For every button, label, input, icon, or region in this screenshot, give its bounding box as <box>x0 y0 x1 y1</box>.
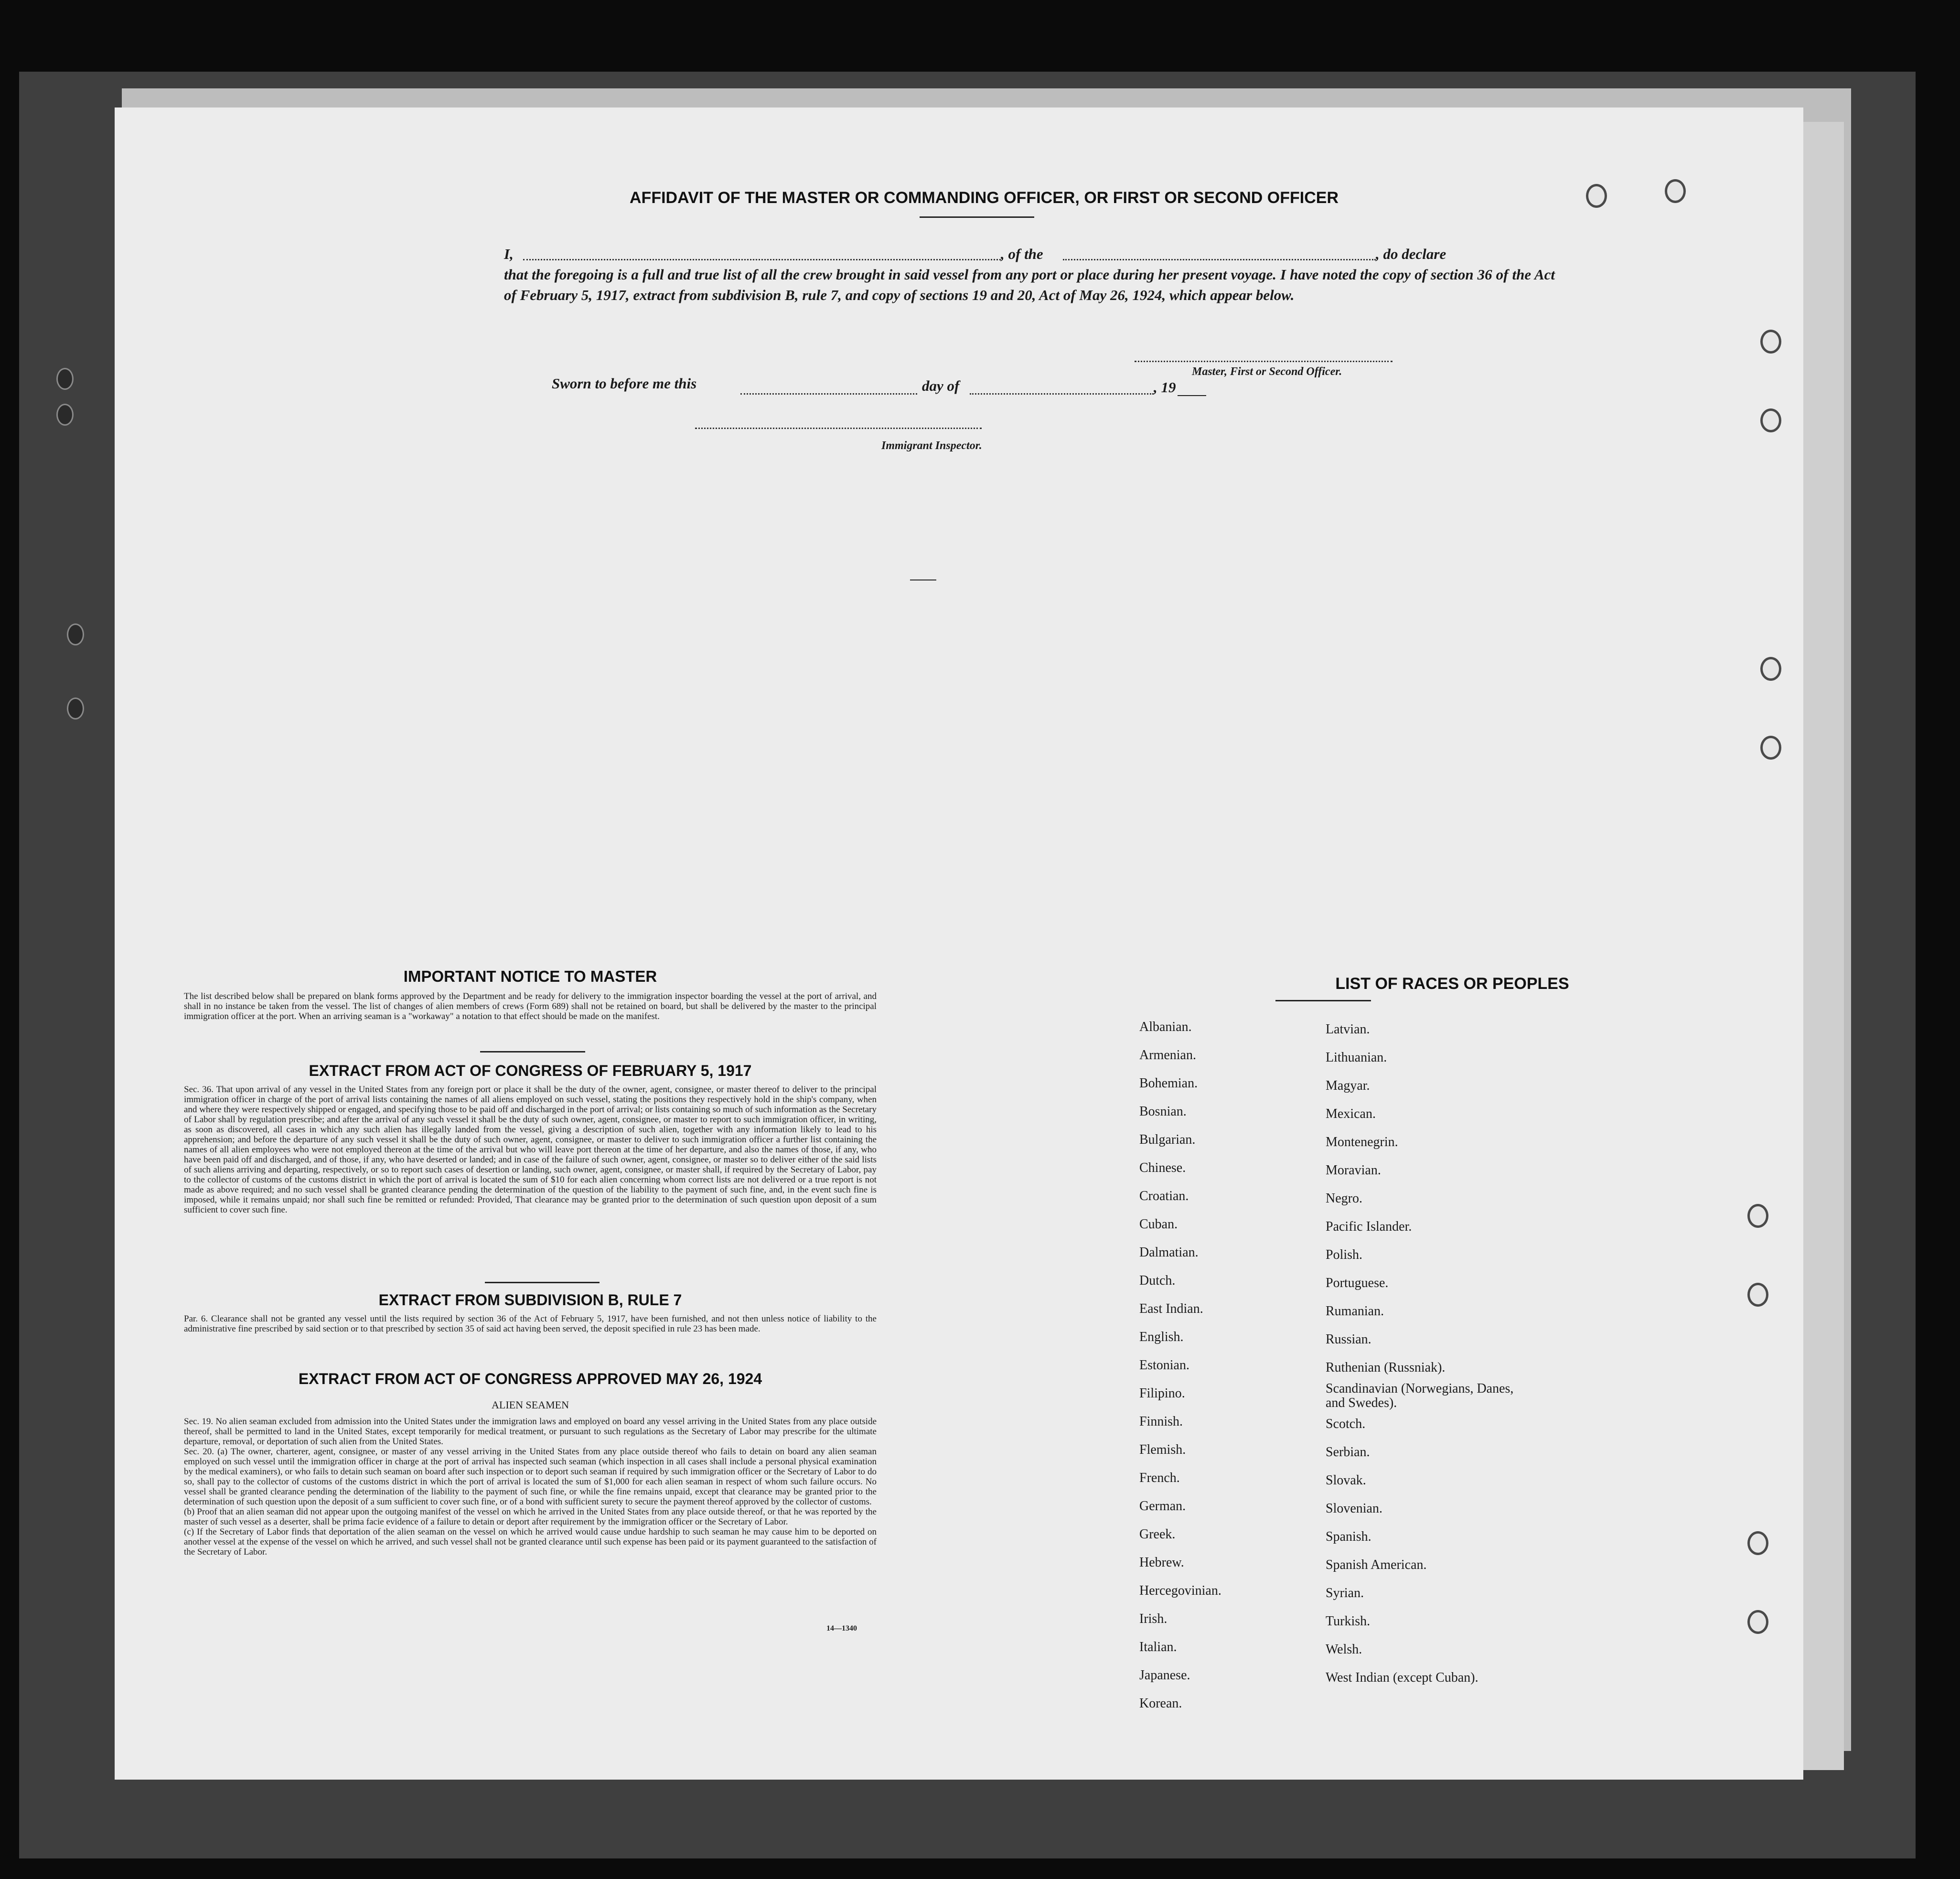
race-item: Slovenian. <box>1326 1501 1382 1516</box>
sworn-prefix: Sworn to before me this <box>552 375 697 392</box>
race-item: Negro. <box>1326 1191 1362 1206</box>
race-item: Spanish American. <box>1326 1557 1427 1572</box>
extract-1917-rule <box>485 1282 600 1283</box>
rule7-title: EXTRACT FROM SUBDIVISION B, RULE 7 <box>378 1291 682 1309</box>
race-item: Moravian. <box>1326 1163 1381 1178</box>
binder-hole-icon <box>67 623 84 645</box>
race-item: Dalmatian. <box>1139 1245 1199 1260</box>
race-item: Syrian. <box>1326 1586 1364 1600</box>
race-item: Dutch. <box>1139 1273 1176 1288</box>
sworn-month-blank[interactable] <box>970 393 1154 395</box>
notice-title: IMPORTANT NOTICE TO MASTER <box>403 967 657 985</box>
race-item: Estonian. <box>1139 1358 1189 1373</box>
race-item: Italian. <box>1139 1640 1177 1654</box>
race-item: Turkish. <box>1326 1614 1371 1629</box>
race-item: Irish. <box>1139 1611 1167 1626</box>
name-blank[interactable] <box>523 259 1001 260</box>
races-rule <box>1275 1000 1371 1001</box>
race-item: French. <box>1139 1471 1180 1485</box>
sworn-day-of: day of <box>922 377 960 394</box>
rule7-text: Par. 6. Clearance shall not be granted any vessel until the lists required by section 36 of the Act of February 5, 1917, have been furnished, and not then unless notice of liability to the administrative fine prescribed by said section or to that prescribed by section 35 of said act having been served, the deposit specified in rule 23 has been made. <box>184 1314 877 1334</box>
binder-hole-icon <box>56 404 74 426</box>
race-item: Serbian. <box>1326 1445 1370 1460</box>
year-blank[interactable] <box>1178 395 1206 396</box>
race-item: Ruthenian (Russniak). <box>1326 1360 1446 1375</box>
affidavit-title: AFFIDAVIT OF THE MASTER OR COMMANDING OFFICER, OR FIRST OR SECOND OFFICER <box>630 189 1339 207</box>
binder-hole-icon <box>67 698 84 719</box>
label-of-the: , of the <box>1001 246 1043 262</box>
race-item: Rumanian. <box>1326 1304 1384 1319</box>
section-20c: (c) If the Secretary of Labor finds that deportation of the alien seaman on the vessel on which he arrived would cause undue hardship to such seaman he may cause him to be deported on another vessel at the expense of the vessel on which he arrived, and such vessel shall not be granted clearance until such expense has been paid or its payment guaranteed to the satisfaction of the Secretary of Labor. <box>184 1527 877 1557</box>
label-declare: , do declare <box>1376 246 1446 262</box>
punch-hole-icon <box>1760 657 1781 681</box>
vessel-blank[interactable] <box>1063 259 1376 260</box>
punch-hole-icon <box>1760 330 1781 354</box>
race-item: Filipino. <box>1139 1386 1185 1401</box>
punch-hole-icon <box>1586 184 1607 208</box>
race-item: Flemish. <box>1139 1442 1186 1457</box>
races-title: LIST OF RACES OR PEOPLES <box>1335 975 1569 993</box>
race-item: Chinese. <box>1139 1160 1186 1175</box>
race-item: Portuguese. <box>1326 1276 1389 1290</box>
race-item: Scandinavian (Norwegians, Danes, and Swedes). <box>1326 1381 1514 1410</box>
punch-hole-icon <box>1760 408 1781 432</box>
race-item: German. <box>1139 1499 1186 1514</box>
race-item: Polish. <box>1326 1247 1363 1262</box>
section-20a: Sec. 20. (a) The owner, charterer, agent, consignee, or master of any vessel arriving in the United States from any place outside thereof who fails to detain on board any alien seaman employed on such vessel until the immigration officer in charge at the port of arrival has inspected such seaman (which inspection in all cases shall include a personal physical examination by the medical examiners), or who fails to detain such seaman on board after such inspection or to deport such seaman if required by such immigration officer or the Secretary of Labor to do so, shall pay to the collector of customs of the customs district in which the port of arrival is located the sum of $1,000 for each alien seaman in respect of whom such failure occurs. No vessel shall be granted clearance pending the determination of the liability to the payment of such fine, or while the fine remains unpaid, except that clearance may be granted prior to the determination of such question upon the deposit of a sum sufficient to cover such fine, or of a bond with sufficient surety to secure the payment thereof approved by the collector of customs. <box>184 1447 877 1507</box>
form-number: 14—1340 <box>826 1624 857 1632</box>
signature-label: Master, First or Second Officer. <box>1192 365 1342 378</box>
race-item: Bohemian. <box>1139 1076 1198 1091</box>
race-item: Hercegovinian. <box>1139 1583 1221 1598</box>
notice-rule <box>480 1051 585 1052</box>
binder-hole-icon <box>56 368 74 390</box>
inspector-line[interactable] <box>695 428 982 429</box>
signature-line[interactable] <box>1135 361 1392 362</box>
extract-1924-text <box>184 1417 877 1557</box>
race-item: West Indian (except Cuban). <box>1326 1670 1478 1685</box>
race-item: Hebrew. <box>1139 1555 1184 1570</box>
alien-seamen-subtitle: ALIEN SEAMEN <box>492 1399 569 1411</box>
extract-1917-text: Sec. 36. That upon arrival of any vessel in the United States from any foreign port or place it shall be the duty of the owner, agent, consignee, or master thereof to deliver to the principal immigration officer in charge of the port of arrival lists containing the names of all aliens employed on such vessel, stating the positions they respectively hold in the ship's company, when and where they were respectively shipped or engaged, and specifying those to be paid off and discharged in the port of arrival; or lists containing so much of such information as the Secretary of Labor shall by regulation prescribe; and after the arrival of any such vessel it shall be the duty of such owner, agent, consignee, or master to report to such immigration officer, in writing, as soon as discovered, all cases in which any such alien has illegally landed from the vessel, giving a description of such alien, together with any information likely to lead to his apprehension; and before the departure of any such vessel it shall be the duty of such owner, agent, consignee, or master to deliver to such immigration officer a further list containing the names of all alien employees who were not employed thereon at the time of the arrival but who will leave port thereon at the time of her departure, and also the names of those, if any, who have been paid off and discharged, and of those, if any, who have deserted or landed; and in case of the failure of such owner, agent, consignee, or master so to deliver either of the said lists of such aliens arriving and departing, respectively, or so to report such cases of desertion or landing, such owner, agent, consignee, or master shall, if required by the Secretary of Labor, pay to the collector of customs of the customs district in which the port of arrival is located the sum of $10 for each alien concerning whom correct lists are not delivered or a true report is not made as above required; and no such vessel shall be granted clearance pending the determination of the question of the liability to the payment of such fine, and, in the event such fine is imposed, while it remains unpaid; nor shall such fine be remitted or refunded: Provided, That clearance may be granted prior to the determination of such question upon deposit of a sum sufficient to cover such fine. <box>184 1084 877 1215</box>
race-item: East Indian. <box>1139 1301 1203 1316</box>
race-item: Magyar. <box>1326 1078 1370 1093</box>
affidavit-text <box>504 244 1555 305</box>
punch-hole-icon <box>1747 1531 1768 1555</box>
inspector-label: Immigrant Inspector. <box>881 440 982 452</box>
section-20b: (b) Proof that an alien seaman did not appear upon the outgoing manifest of the vessel on which he arrived in the United States from any place outside thereof, or that he was reported by the master of such vessel as a deserter, shall be prima facie evidence of a failure to detain or deport after requirement by the immigration officer or the Secretary of Labor. <box>184 1507 877 1527</box>
sworn-year: , 19 <box>1154 379 1176 396</box>
race-item: Welsh. <box>1326 1642 1362 1657</box>
label-i: I, <box>504 246 514 262</box>
race-item: Croatian. <box>1139 1189 1189 1203</box>
affidavit-page <box>115 107 1803 1780</box>
declaration-line <box>504 244 1555 264</box>
race-item: Russian. <box>1326 1332 1371 1347</box>
race-item: Cuban. <box>1139 1217 1178 1232</box>
race-item: Mexican. <box>1326 1106 1376 1121</box>
race-item: Armenian. <box>1139 1048 1196 1063</box>
races-left-column <box>1139 1013 1221 1718</box>
race-item: Japanese. <box>1139 1668 1190 1683</box>
race-item: Korean. <box>1139 1696 1182 1711</box>
race-item: Greek. <box>1139 1527 1176 1542</box>
declaration-body: that the foregoing is a full and true list of all the crew brought in said vessel from any port or place during her present voyage. I have noted the copy of section 36 of the Act of February 5, 1917, extract from subdivision B, rule 7, and copy of sections 19 and 20, Act of May 26, 1924, which appear below. <box>504 266 1555 303</box>
race-item: Albanian. <box>1139 1020 1192 1034</box>
race-item: Montenegrin. <box>1326 1135 1398 1149</box>
race-item: Bulgarian. <box>1139 1132 1196 1147</box>
extract-1917-title: EXTRACT FROM ACT OF CONGRESS OF FEBRUARY 5, 1917 <box>309 1062 752 1079</box>
punch-hole-icon <box>1747 1283 1768 1307</box>
punch-hole-icon <box>1760 736 1781 760</box>
race-item: Spanish. <box>1326 1529 1371 1544</box>
race-item: Scotch. <box>1326 1417 1366 1431</box>
race-item: Pacific Islander. <box>1326 1219 1412 1234</box>
punch-hole-icon <box>1747 1204 1768 1228</box>
race-item: Bosnian. <box>1139 1104 1187 1119</box>
title-rule <box>920 216 1034 218</box>
race-item: Lithuanian. <box>1326 1050 1387 1065</box>
notice-text: The list described below shall be prepared on blank forms approved by the Department and be ready for delivery to the immigration inspector boarding the vessel at the port of arrival, and shall in no instance be taken from the vessel. The list of changes of alien members of crews (Form 689) shall not be retained on board, but shall be delivered by the master to the principal immigration officer at the port. When an arriving seaman is a "workaway" a notation to that effect should be made on the manifest. <box>184 991 877 1021</box>
section-19: Sec. 19. No alien seaman excluded from admission into the United States under the immigration laws and employed on board any vessel arriving in the United States from any place outside thereof, shall be permitted to land in the United States, except temporarily for medical treatment, or pursuant to such regulations as the Secretary of Labor may prescribe for the ultimate departure, removal, or deportation of such alien from the United States. <box>184 1417 877 1447</box>
punch-hole-icon <box>1747 1610 1768 1634</box>
race-item: Latvian. <box>1326 1022 1370 1037</box>
sworn-day-blank[interactable] <box>740 393 917 395</box>
races-right-column <box>1326 1015 1517 1692</box>
race-item: English. <box>1139 1330 1184 1344</box>
race-item: Finnish. <box>1139 1414 1183 1429</box>
extract-1924-title: EXTRACT FROM ACT OF CONGRESS APPROVED MAY 26, 1924 <box>298 1370 762 1387</box>
punch-hole-icon <box>1665 179 1686 203</box>
race-item: Slovak. <box>1326 1473 1366 1488</box>
